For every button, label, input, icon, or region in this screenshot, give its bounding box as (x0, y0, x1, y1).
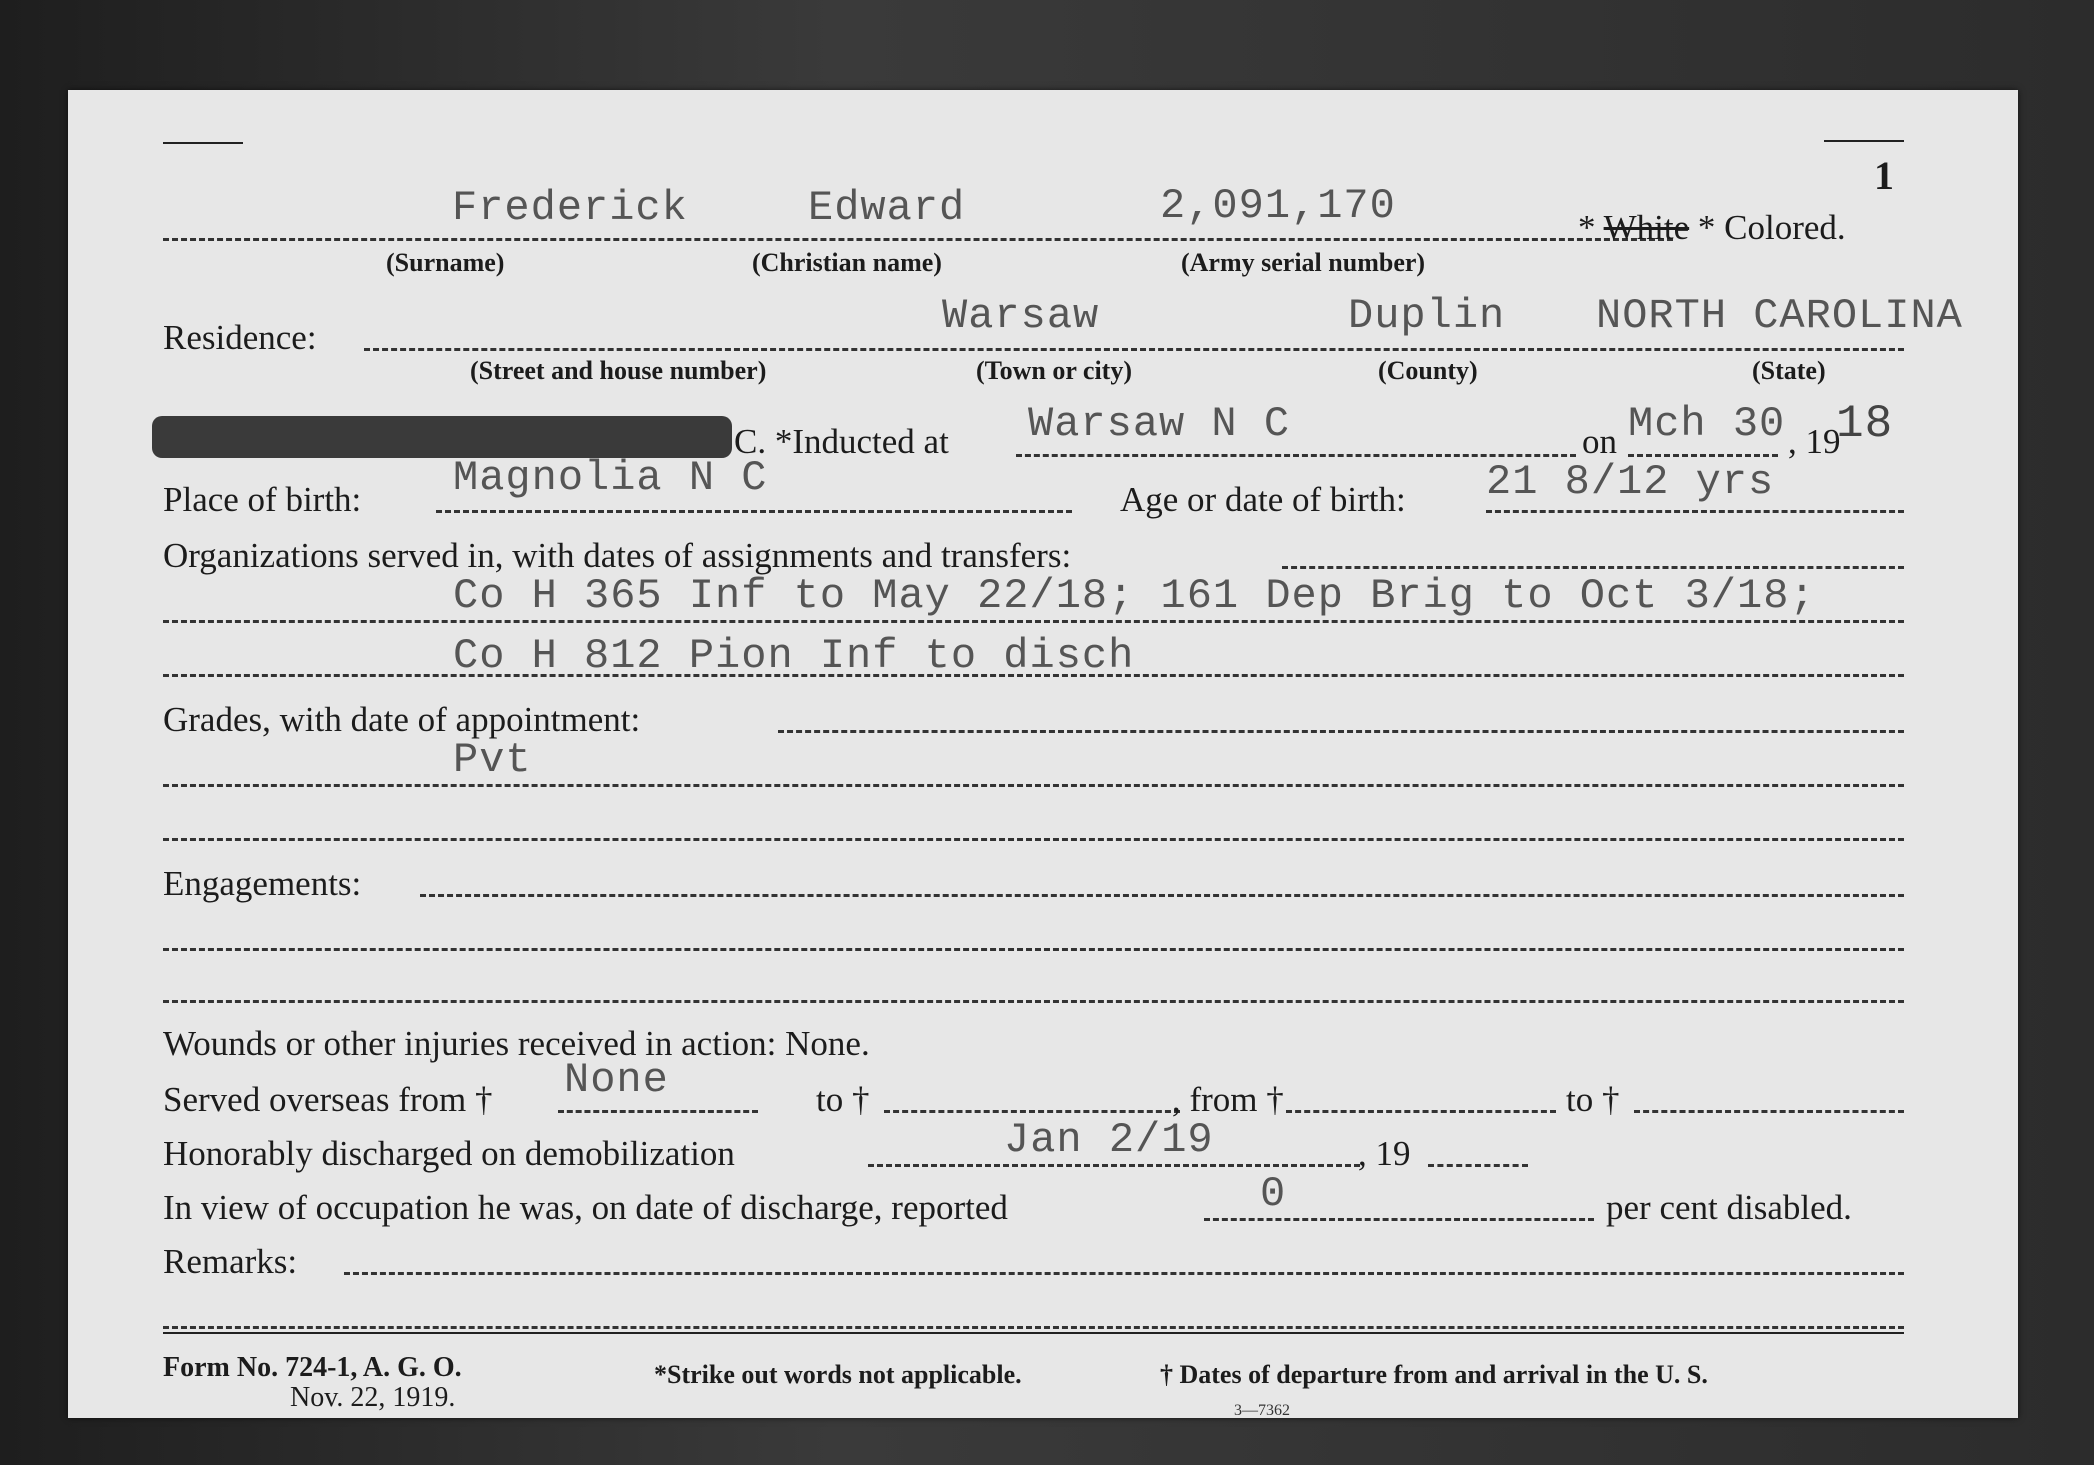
white-option-struck: White (1603, 208, 1690, 247)
organizations-line-1 (163, 620, 1904, 623)
inducted-year-suffix: 18 (1836, 398, 1894, 450)
inducted-label: C. *Inducted at (734, 422, 949, 461)
organizations-line-0 (1282, 566, 1904, 569)
christian-name-value: Edward (808, 184, 966, 232)
form-date: Nov. 22, 1919. (290, 1382, 456, 1413)
state-value: NORTH CAROLINA (1596, 292, 1963, 340)
top-left-rule (163, 142, 243, 144)
discharge-year-prefix: , 19 (1358, 1134, 1411, 1173)
overseas-from-line-1 (558, 1110, 758, 1113)
overseas-to-line-2 (1634, 1110, 1904, 1113)
remarks-line-0 (344, 1272, 1904, 1275)
struck-out-enlisted-text (152, 416, 732, 458)
overseas-from-value: None (564, 1056, 669, 1104)
engagements-line-2 (163, 1000, 1904, 1003)
organizations-value-2: Co H 812 Pion Inf to disch (453, 632, 1135, 680)
remarks-line-1 (163, 1326, 1904, 1329)
inducted-on-label: on (1582, 422, 1617, 461)
top-right-rule (1824, 140, 1904, 142)
race-options: * White * Colored. (1578, 208, 1846, 247)
town-caption: (Town or city) (976, 356, 1132, 385)
discharge-year-line (1428, 1164, 1528, 1167)
age-value: 21 8/12 yrs (1486, 458, 1775, 506)
residence-label: Residence: (163, 318, 317, 357)
county-value: Duplin (1348, 292, 1506, 340)
overseas-to-label-1: to † (816, 1080, 870, 1119)
place-of-birth-value: Magnolia N C (453, 454, 768, 502)
inducted-date-value: Mch 30 (1628, 400, 1786, 448)
county-caption: (County) (1378, 356, 1478, 385)
per-cent-disabled-label: per cent disabled. (1606, 1188, 1852, 1227)
town-value: Warsaw (942, 292, 1100, 340)
overseas-to-label-2: to † (1566, 1080, 1620, 1119)
place-of-birth-label: Place of birth: (163, 480, 362, 519)
street-caption: (Street and house number) (470, 356, 767, 385)
age-label: Age or date of birth: (1120, 480, 1406, 519)
grade-value: Pvt (453, 736, 532, 784)
overseas-from-label-2: , from † (1172, 1080, 1284, 1119)
disability-line (1204, 1218, 1594, 1221)
engagements-line-1 (163, 948, 1904, 951)
footer-rule (163, 1332, 1904, 1334)
organizations-label: Organizations served in, with dates of assignments and transfers: (163, 536, 1072, 575)
inducted-date-line (1628, 454, 1778, 457)
inducted-place-line (1016, 454, 1576, 457)
disability-label: In view of occupation he was, on date of discharge, reported (163, 1188, 1008, 1227)
army-serial-caption: (Army serial number) (1181, 248, 1426, 277)
age-line (1486, 510, 1904, 513)
engagements-label: Engagements: (163, 864, 362, 903)
engagements-line-0 (420, 894, 1904, 897)
residence-line (364, 348, 1904, 351)
grades-line-1 (163, 784, 1904, 787)
discharge-date-value: Jan 2/19 (1004, 1116, 1214, 1164)
place-of-birth-line (436, 510, 1072, 513)
service-record-card (68, 90, 2018, 1418)
grades-line-0 (778, 730, 1904, 733)
inducted-year-prefix: , 19 (1788, 422, 1841, 461)
organizations-value-1: Co H 365 Inf to May 22/18; 161 Dep Brig to Oct 3/18; (453, 572, 1816, 620)
grades-line-2 (163, 838, 1904, 841)
overseas-from-line-2 (1286, 1110, 1556, 1113)
name-line (163, 238, 1673, 241)
discharge-label: Honorably discharged on demobilization (163, 1134, 735, 1173)
organizations-line-2 (163, 674, 1904, 677)
overseas-to-line-1 (884, 1110, 1180, 1113)
card-number: 1 (1874, 153, 1894, 198)
army-serial-value: 2,091,170 (1160, 182, 1396, 230)
served-overseas-label: Served overseas from † (163, 1080, 493, 1119)
wounds-value: None. (785, 1024, 870, 1063)
disability-percent-value: 0 (1260, 1170, 1287, 1218)
form-number: Form No. 724-1, A. G. O. (163, 1352, 462, 1383)
inducted-place-value: Warsaw N C (1028, 400, 1291, 448)
christian-name-caption: (Christian name) (752, 248, 942, 277)
discharge-date-line (868, 1164, 1360, 1167)
footnote-dates: † Dates of departure from and arrival in the U. S. (1160, 1360, 1708, 1389)
footnote-strike-out: *Strike out words not applicable. (654, 1360, 1022, 1389)
wounds-label: Wounds or other injuries received in action: None. (163, 1024, 870, 1063)
remarks-label: Remarks: (163, 1242, 298, 1281)
grades-label: Grades, with date of appointment: (163, 700, 641, 739)
state-caption: (State) (1752, 356, 1826, 385)
surname-caption: (Surname) (386, 248, 505, 277)
surname-value: Frederick (452, 184, 688, 232)
colored-option: Colored. (1724, 208, 1846, 247)
print-code: 3—7362 (1234, 1402, 1290, 1419)
